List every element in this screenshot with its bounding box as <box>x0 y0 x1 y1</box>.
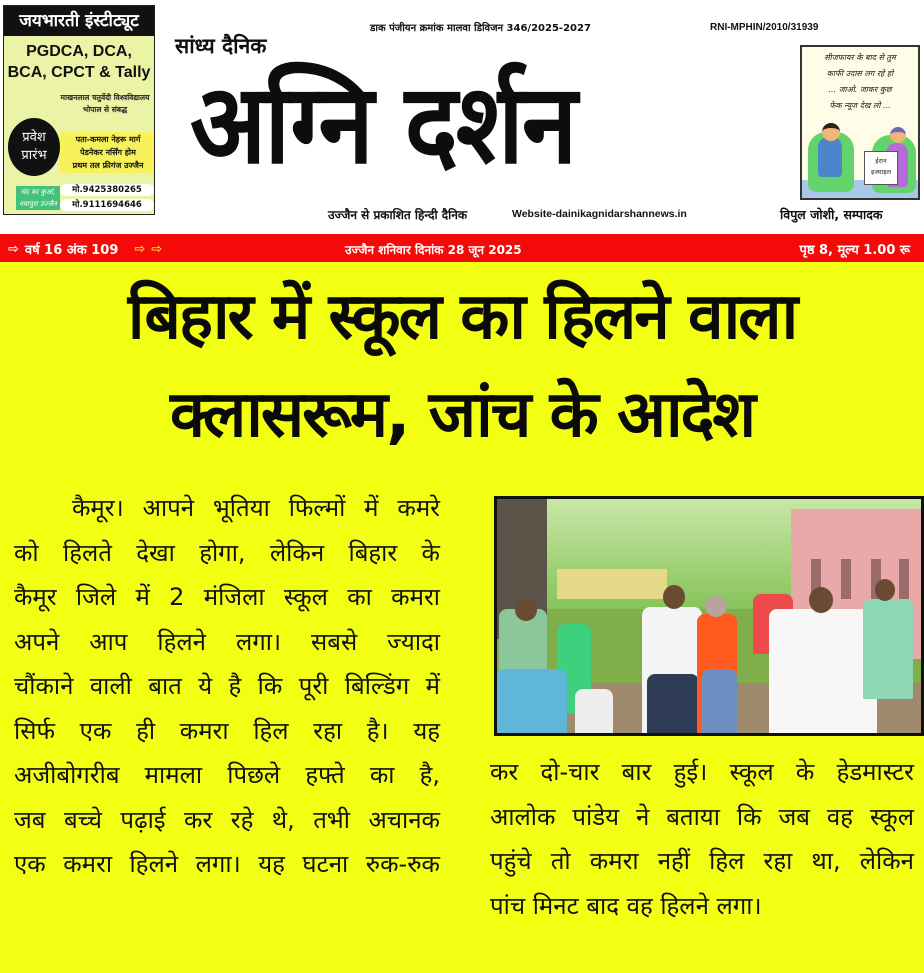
editor-name: विपुल जोशी, सम्पादक <box>780 207 883 222</box>
article-line: पांच मिनट बाद वह हिलने लगा। <box>490 891 762 920</box>
ad-address-line1: पता-कमला नेहरू मार्ग <box>75 135 141 144</box>
article-line: कैमूर जिले में 2 मंजिला स्कूल का कमरा <box>14 583 440 611</box>
admission-open-badge <box>8 118 60 176</box>
arrow-right-icon: ⇨ <box>151 241 163 257</box>
article-line: एक कमरा हिलने लगा। यह घटना रुक-रुक <box>14 850 440 878</box>
cartoon-speech-line3: ... जाओ. जाकर कुछ <box>828 85 892 94</box>
issue-info-bar <box>0 234 924 262</box>
article-line: पहुंचे तो कमरा नहीं हिल रहा था, लेकिन <box>490 847 914 875</box>
admission-line1: प्रवेश <box>22 130 46 145</box>
article-line: अजीबोगरीब मामला पिछले हफ्ते का है, <box>14 761 440 789</box>
ad-phones <box>60 184 154 214</box>
ad-courses-line2: BCA, CPCT & Tally <box>7 64 151 81</box>
news-story <box>0 262 924 973</box>
institute-advertisement <box>3 5 155 215</box>
date-line: उज्जैन शनिवार दिनांक 28 जून 2025 <box>345 243 522 257</box>
cartoon-speech-line4: फेक न्यूज देख लो ... <box>829 101 891 110</box>
article-line: अपने आप हिलने लगा। सबसे ज्यादा <box>14 627 440 656</box>
cartoon-man <box>818 137 842 177</box>
photo-head <box>705 595 727 617</box>
photo-head <box>515 599 537 621</box>
cartoon-woman-head <box>890 127 906 143</box>
article-line: कर दो-चार बार हुई। स्कूल के हेडमास्टर <box>490 758 914 786</box>
postal-registration: डाक पंजीयन क्रमांक मालवा डिविजन 346/2025-2027 <box>370 23 591 34</box>
ad-location <box>16 186 60 210</box>
evening-daily-label: सांध्य दैनिक <box>175 34 267 58</box>
photo-person-headmaster <box>769 609 877 736</box>
published-from: उज्जैन से प्रकाशित हिन्दी दैनिक <box>328 208 468 222</box>
cartoon-newspaper <box>864 151 898 185</box>
ad-courses-line1: PGDCA, DCA, <box>26 43 132 60</box>
news-photo <box>494 496 924 736</box>
issue-info-left <box>8 240 162 258</box>
ad-phone-1: मो.9425380265 <box>60 184 154 196</box>
ad-address-line2: पेडनेकर नर्सिंग होम <box>80 148 136 157</box>
ad-location-line1: चंद का कुआं, <box>20 188 56 196</box>
photo-head <box>875 579 895 601</box>
headline <box>0 268 924 464</box>
arrow-right-icon: ⇨ <box>134 241 146 257</box>
masthead <box>0 0 924 232</box>
article-line: चौंकाने वाली बात ये है कि पूरी बिल्डिंग में <box>14 672 440 700</box>
ad-university <box>56 92 154 116</box>
ad-address-line3: प्रथम तल फ्रीगंज उज्जैन <box>72 161 144 170</box>
cartoon-man-head <box>822 123 840 141</box>
photo-window <box>899 559 909 599</box>
cartoon-speech-line1: सीजफायर के बाद से तुम <box>824 53 896 62</box>
ad-title: जयभारती इंस्टीट्यूट <box>4 6 154 36</box>
photo-dhoti <box>702 669 737 735</box>
website-link[interactable]: Website-dainikagnidarshannews.in <box>512 208 687 220</box>
arrow-right-icon: ⇨ <box>8 241 19 257</box>
photo-person <box>575 689 613 736</box>
cartoon-speech-bubble <box>806 50 914 122</box>
article-column-1 <box>14 486 440 887</box>
rni-number: RNI-MPHIN/2010/31939 <box>710 22 819 33</box>
cartoon-newspaper-line1: ईरान <box>875 157 887 165</box>
photo-head <box>663 585 685 609</box>
cartoon-newspaper-line2: इजराइल <box>871 168 891 176</box>
photo-person <box>863 599 913 699</box>
headline-line1: बिहार में स्कूल का हिलने वाला <box>127 280 797 354</box>
ad-address <box>60 132 155 173</box>
newspaper-logo-title: अग्नि दर्शन <box>190 59 576 189</box>
editorial-cartoon <box>800 45 920 200</box>
page-price: पृष्ठ 8, मूल्य 1.00 रू <box>799 243 910 258</box>
ad-courses <box>4 41 154 83</box>
cartoon-speech-line2: काफी उदास लग रहे हो <box>826 69 894 78</box>
article-line: को हिलते देखा होगा, लेकिन बिहार के <box>14 538 440 567</box>
photo-trousers <box>647 674 699 736</box>
ad-university-line1: माखनलाल चतुर्वेदी विश्वविद्यालय <box>60 93 150 102</box>
photo-window <box>841 559 851 599</box>
headline-line2: क्लासरूम, जांच के आदेश <box>169 378 755 452</box>
article-line: कैमूर। आपने भूतिया फिल्मों में कमरे <box>72 494 440 522</box>
article-line: जब बच्चे पढ़ाई कर रहे थे, तभी अचानक <box>14 805 440 834</box>
ad-phone-2: मो.9111694646 <box>60 199 154 211</box>
year-issue: वर्ष 16 अंक 109 <box>24 243 119 258</box>
article-line: सिर्फ एक ही कमरा हिल रहा है। यह <box>14 716 440 745</box>
photo-person <box>497 669 567 736</box>
ad-university-line2: भोपाल से संबद्ध <box>82 105 128 114</box>
photo-tent <box>557 569 667 599</box>
article-column-2 <box>490 750 914 928</box>
photo-head <box>809 587 833 613</box>
ad-location-line2: नयापुरा उज्जैन <box>19 200 57 208</box>
article-line: आलोक पांडेय ने बताया कि जब वह स्कूल <box>490 802 914 831</box>
admission-line2: प्रारंभ <box>21 148 47 163</box>
